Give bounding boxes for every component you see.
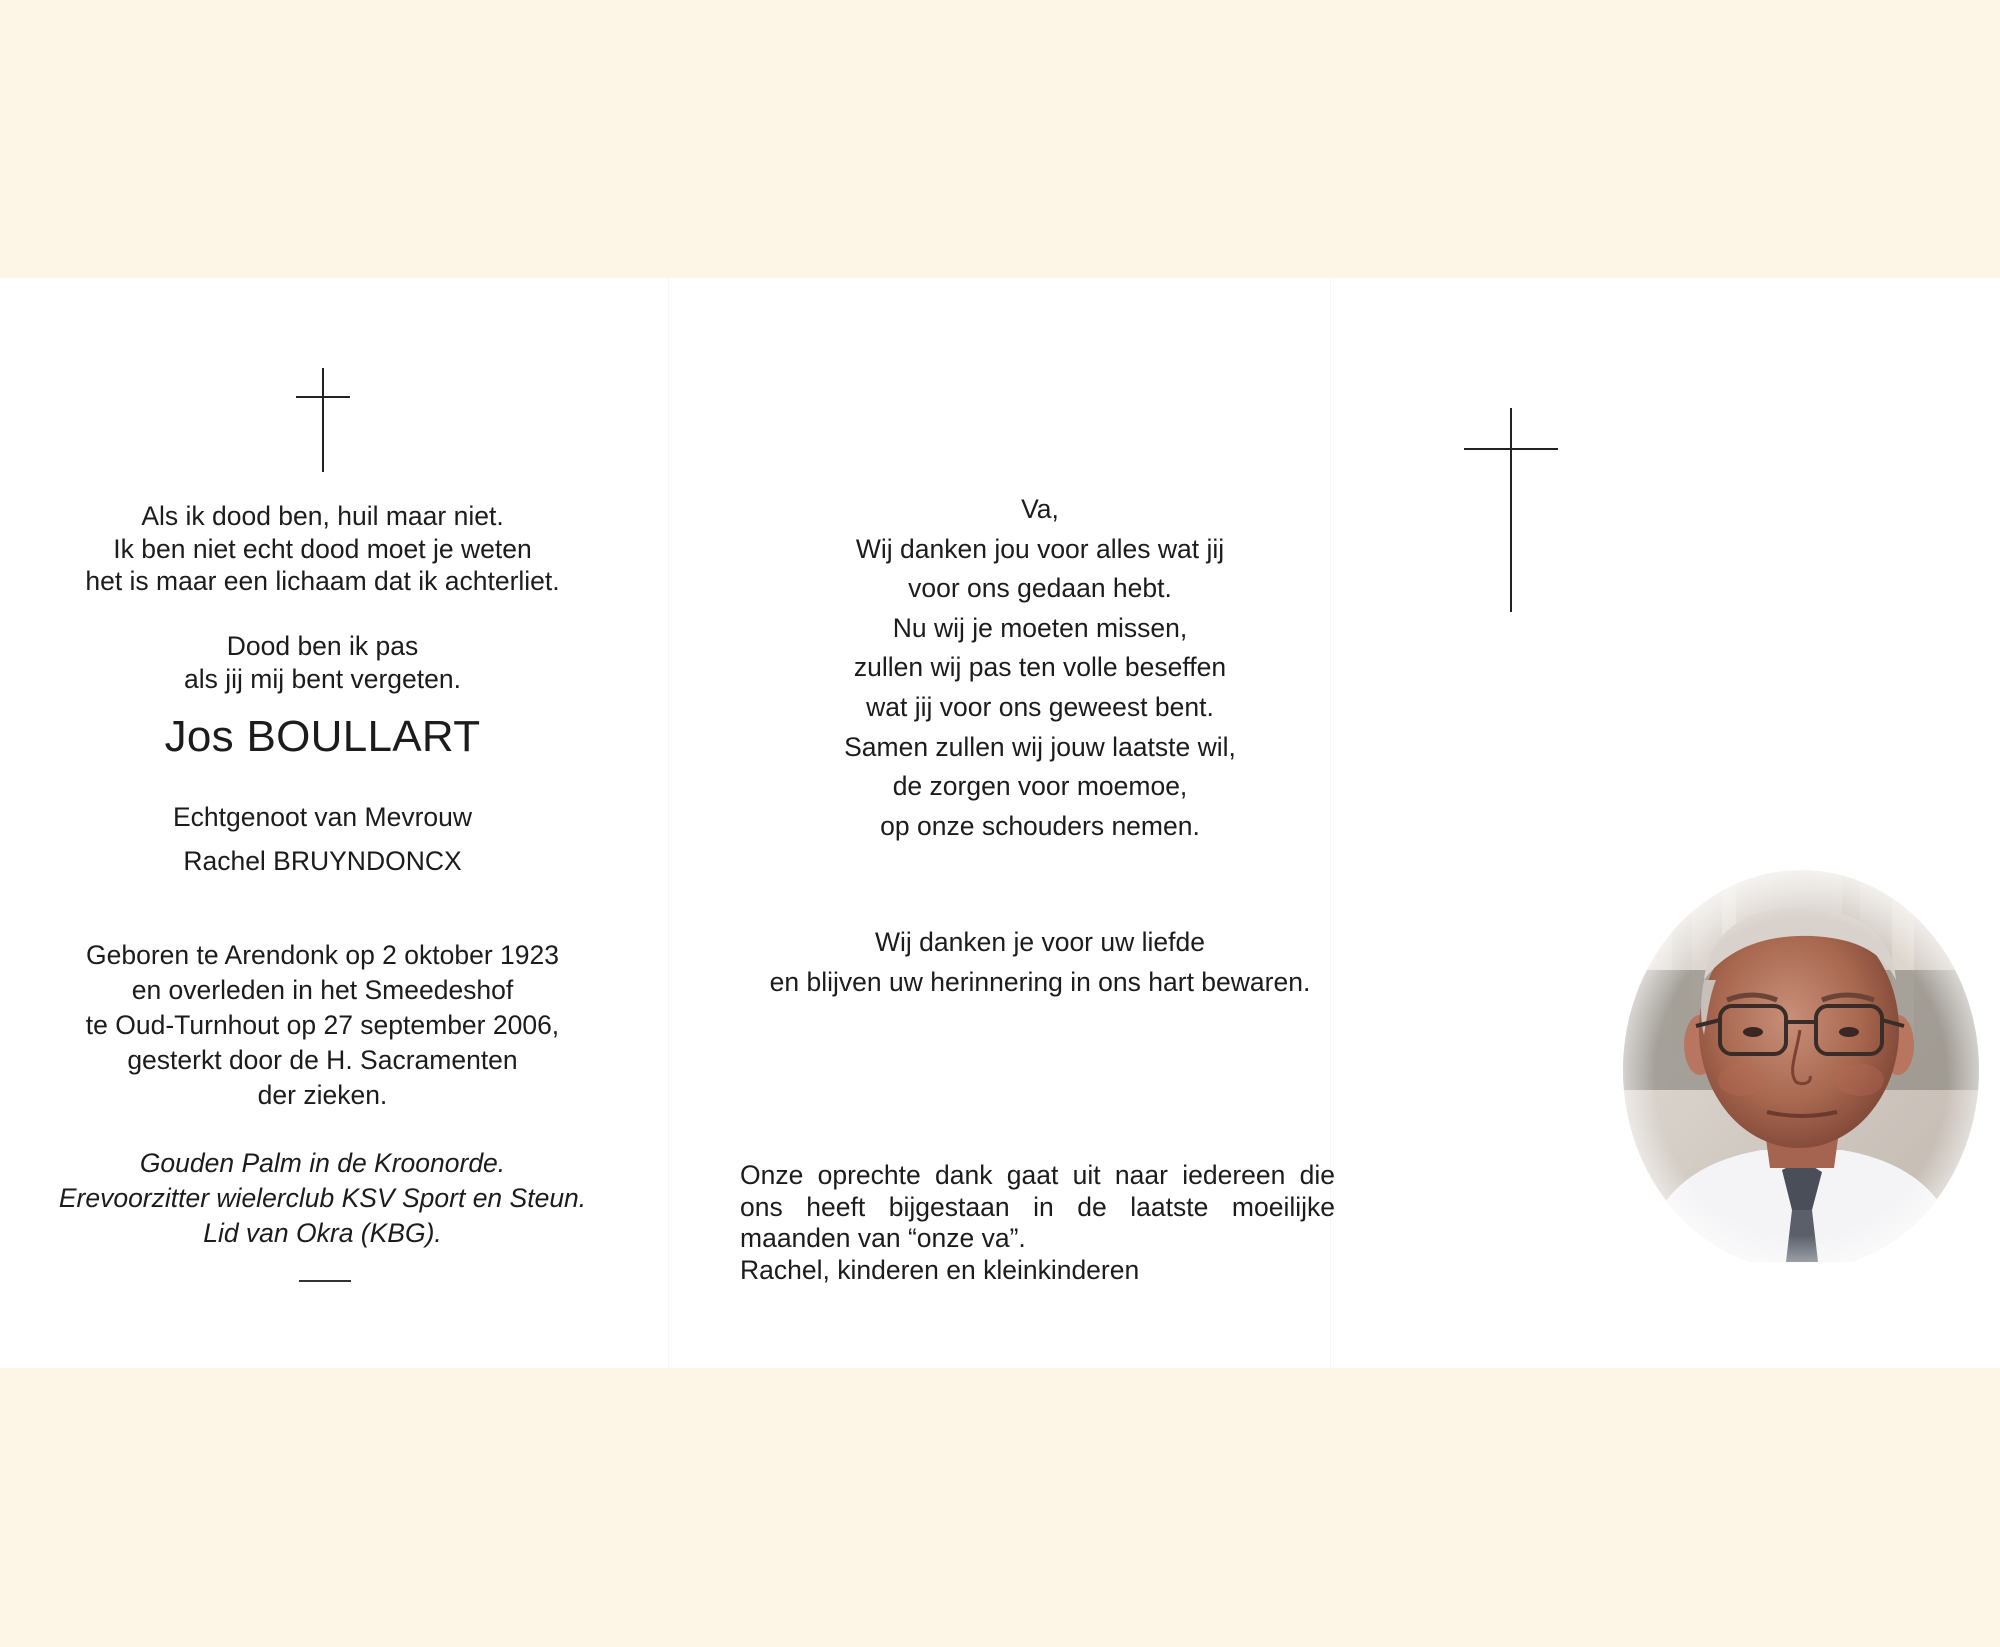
birth-death-line: der zieken. [257, 1080, 388, 1110]
poem-line: Wij danken jou voor alles wat jij [855, 533, 1225, 564]
portrait-photo [1612, 850, 1990, 1262]
acknowledgement-line: Onze oprechte dank gaat uit naar iedereen die [740, 1160, 1335, 1190]
cross-right-icon [1464, 408, 1558, 612]
deceased-name: Jos BOULLART [164, 712, 481, 761]
poem-line: voor ons gedaan hebt. [908, 573, 1172, 604]
memorial-card [0, 278, 2000, 1368]
poem-line: Samen zullen wij jouw laatste wil, [844, 731, 1236, 762]
poem-line: Als ik dood ben, huil maar niet. [141, 501, 504, 531]
spouse-line: Rachel BRUYNDONCX [183, 846, 462, 876]
birth-death-line: en overleden in het Smeedeshof [131, 975, 514, 1005]
poem-line: Dood ben ik pas [226, 631, 419, 661]
cross-left-icon [296, 368, 350, 472]
poem-line: Nu wij je moeten missen, [892, 612, 1188, 643]
va-poem [720, 490, 1360, 846]
acknowledgement-line: maanden van “onze va”. [740, 1223, 1026, 1253]
poem-line: Ik ben niet echt dood moet je weten [113, 533, 532, 564]
spouse-info [0, 795, 645, 883]
poem-line: op onze schouders nemen. [880, 810, 1200, 841]
poem-line: Va, [1021, 494, 1059, 524]
thanks-line: Wij danken je voor uw liefde [875, 927, 1205, 957]
poem-line: als jij mij bent vergeten. [184, 663, 461, 694]
thanks-line: en blijven uw herinnering in ons hart bewaren. [769, 967, 1311, 997]
thanks-text [720, 922, 1360, 1002]
honor-line: Erevoorzitter wielerclub KSV Sport en Steun. [58, 1183, 587, 1213]
fold-line-left [668, 278, 669, 1368]
spouse-line: Echtgenoot van Mevrouw [172, 802, 473, 832]
birth-death-line: Geboren te Arendonk op 2 oktober 1923 [86, 940, 559, 970]
poem-line: zullen wij pas ten volle beseffen [853, 652, 1227, 683]
poem-line: wat jij voor ons geweest bent. [866, 691, 1214, 722]
birth-death-line: te Oud-Turnhout op 27 september 2006, [85, 1010, 560, 1040]
honors [0, 1146, 645, 1251]
poem-ending [0, 630, 645, 695]
birth-death-line: gesterkt door de H. Sacramenten [127, 1045, 518, 1075]
honor-line: Lid van Okra (KBG). [203, 1218, 442, 1248]
closing-divider [299, 1280, 351, 1282]
acknowledgement-line: ons heeft bijgestaan in de laatste moeilijke [740, 1191, 1335, 1222]
acknowledgement-signature: Rachel, kinderen en kleinkinderen [740, 1254, 1140, 1285]
acknowledgement [740, 1160, 1335, 1286]
poem-line: de zorgen voor moemoe, [892, 771, 1188, 802]
honor-line: Gouden Palm in de Kroonorde. [139, 1148, 506, 1178]
poem-line: het is maar een lichaam dat ik achterliet. [85, 566, 560, 596]
opening-poem [0, 500, 645, 598]
birth-death-info [0, 938, 645, 1113]
